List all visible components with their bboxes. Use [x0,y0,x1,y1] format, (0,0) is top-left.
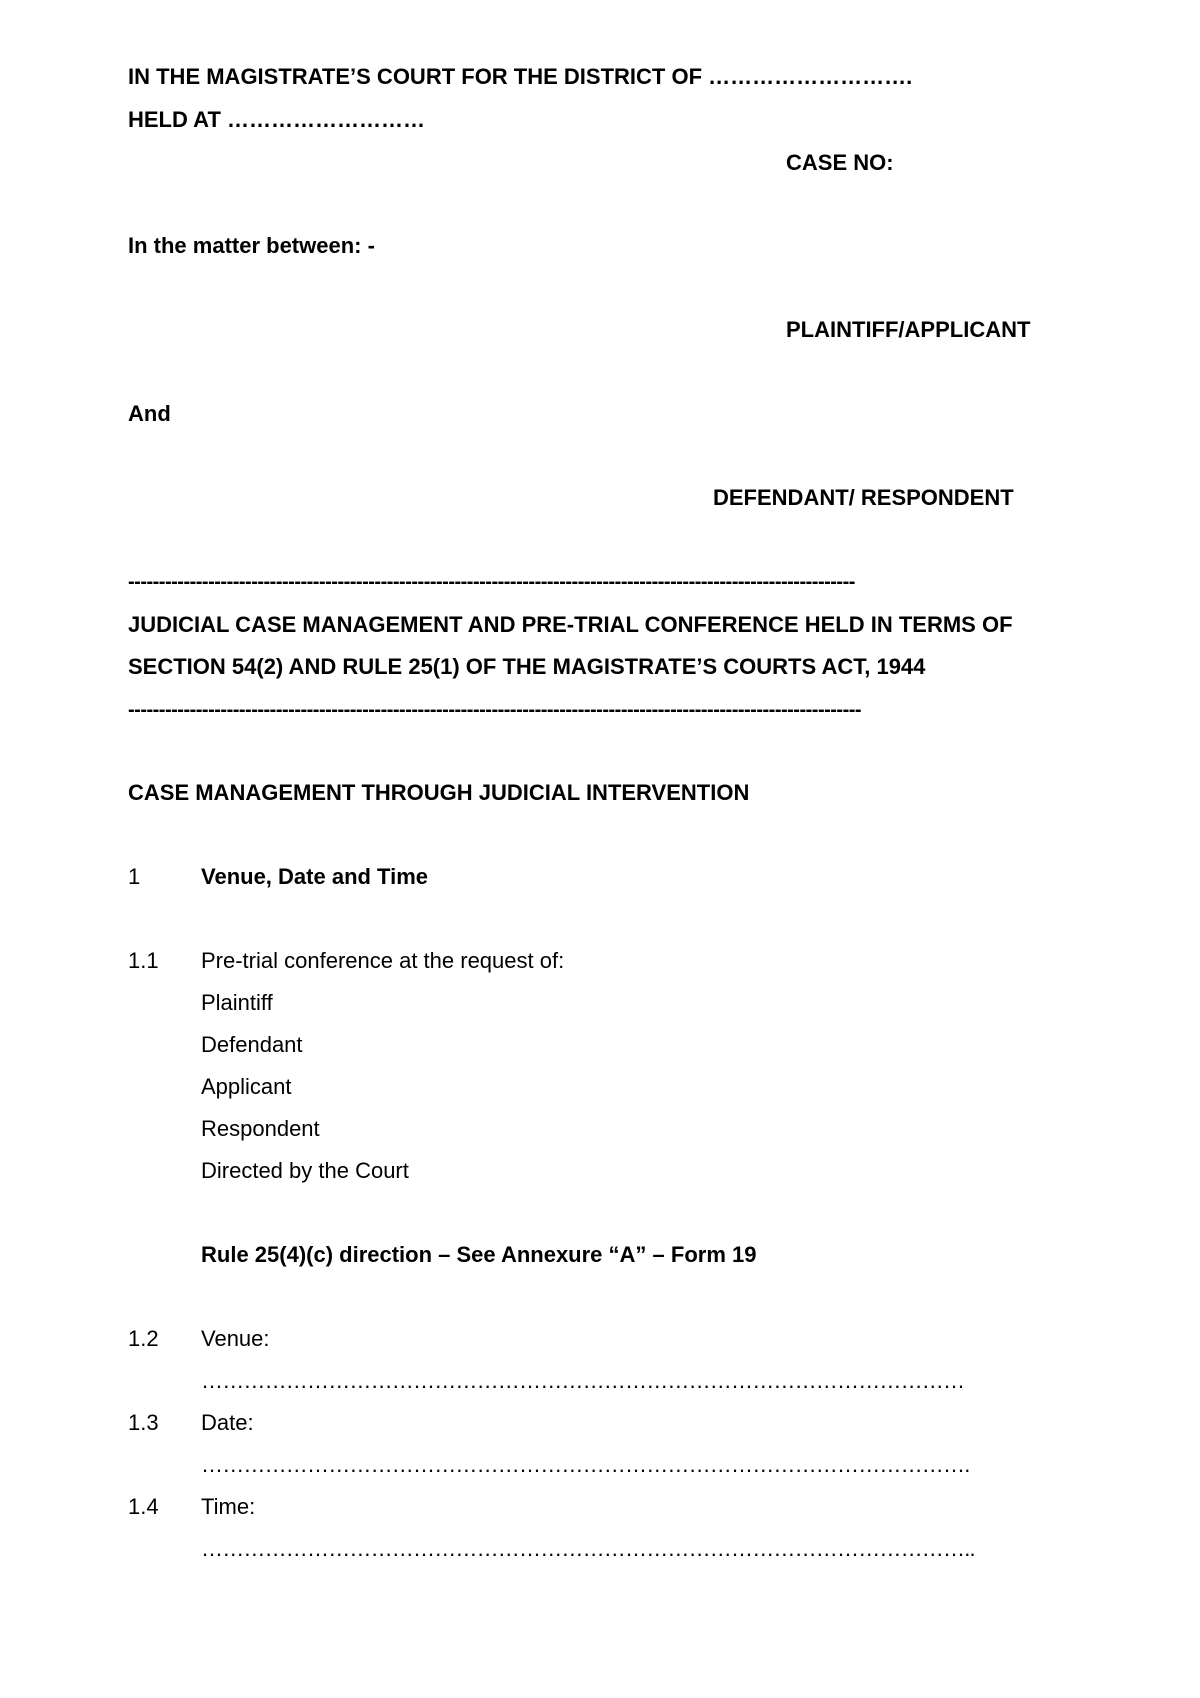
matter-between-label: In the matter between: - [128,233,375,258]
defendant-respondent-label: DEFENDANT/ RESPONDENT [713,485,1014,510]
option-plaintiff: Plaintiff [201,990,273,1015]
item-1-number: 1 [128,864,141,889]
dashed-rule-top: ---------------------------------------------------------------------------------------------------------------------- [128,571,855,593]
item-1-4-number: 1.4 [128,1494,159,1519]
item-1-1-text: Pre-trial conference at the request of: [201,948,565,973]
rule-direction-note: Rule 25(4)(c) direction – See Annexure “A” – Form 19 [201,1242,757,1267]
document-title-line-2: SECTION 54(2) AND RULE 25(1) OF THE MAGISTRATE’S COURTS ACT, 1944 [128,654,926,679]
option-directed-by-court: Directed by the Court [201,1158,409,1183]
item-1-3-number: 1.3 [128,1410,159,1435]
venue-blank-line: ……………………………………………………………………………………………… [201,1368,965,1393]
item-1-title: Venue, Date and Time [201,864,429,889]
option-applicant: Applicant [201,1074,292,1099]
plaintiff-applicant-label: PLAINTIFF/APPLICANT [786,317,1031,342]
date-label: Date: [201,1410,254,1435]
option-defendant: Defendant [201,1032,303,1057]
item-1-1-number: 1.1 [128,948,159,973]
section-heading: CASE MANAGEMENT THROUGH JUDICIAL INTERVENTION [128,780,750,805]
option-respondent: Respondent [201,1116,320,1141]
document-title-line-1: JUDICIAL CASE MANAGEMENT AND PRE-TRIAL CONFERENCE HELD IN TERMS OF [128,612,1013,637]
venue-label: Venue: [201,1326,270,1351]
case-number-label: CASE NO: [786,150,894,175]
date-blank-line: ………………………………………………………………………………………………. [201,1452,970,1477]
held-at-line: HELD AT ……………………… [128,107,425,132]
court-district-line: IN THE MAGISTRATE’S COURT FOR THE DISTRICT OF ………………………. [128,64,913,89]
dashed-rule-bottom: ----------------------------------------------------------------------------------------------------------------------- [128,699,862,721]
time-blank-line: ……………………………………………………………………………………………….. [201,1536,975,1561]
item-1-2-number: 1.2 [128,1326,159,1351]
and-label: And [128,401,171,426]
time-label: Time: [201,1494,256,1519]
